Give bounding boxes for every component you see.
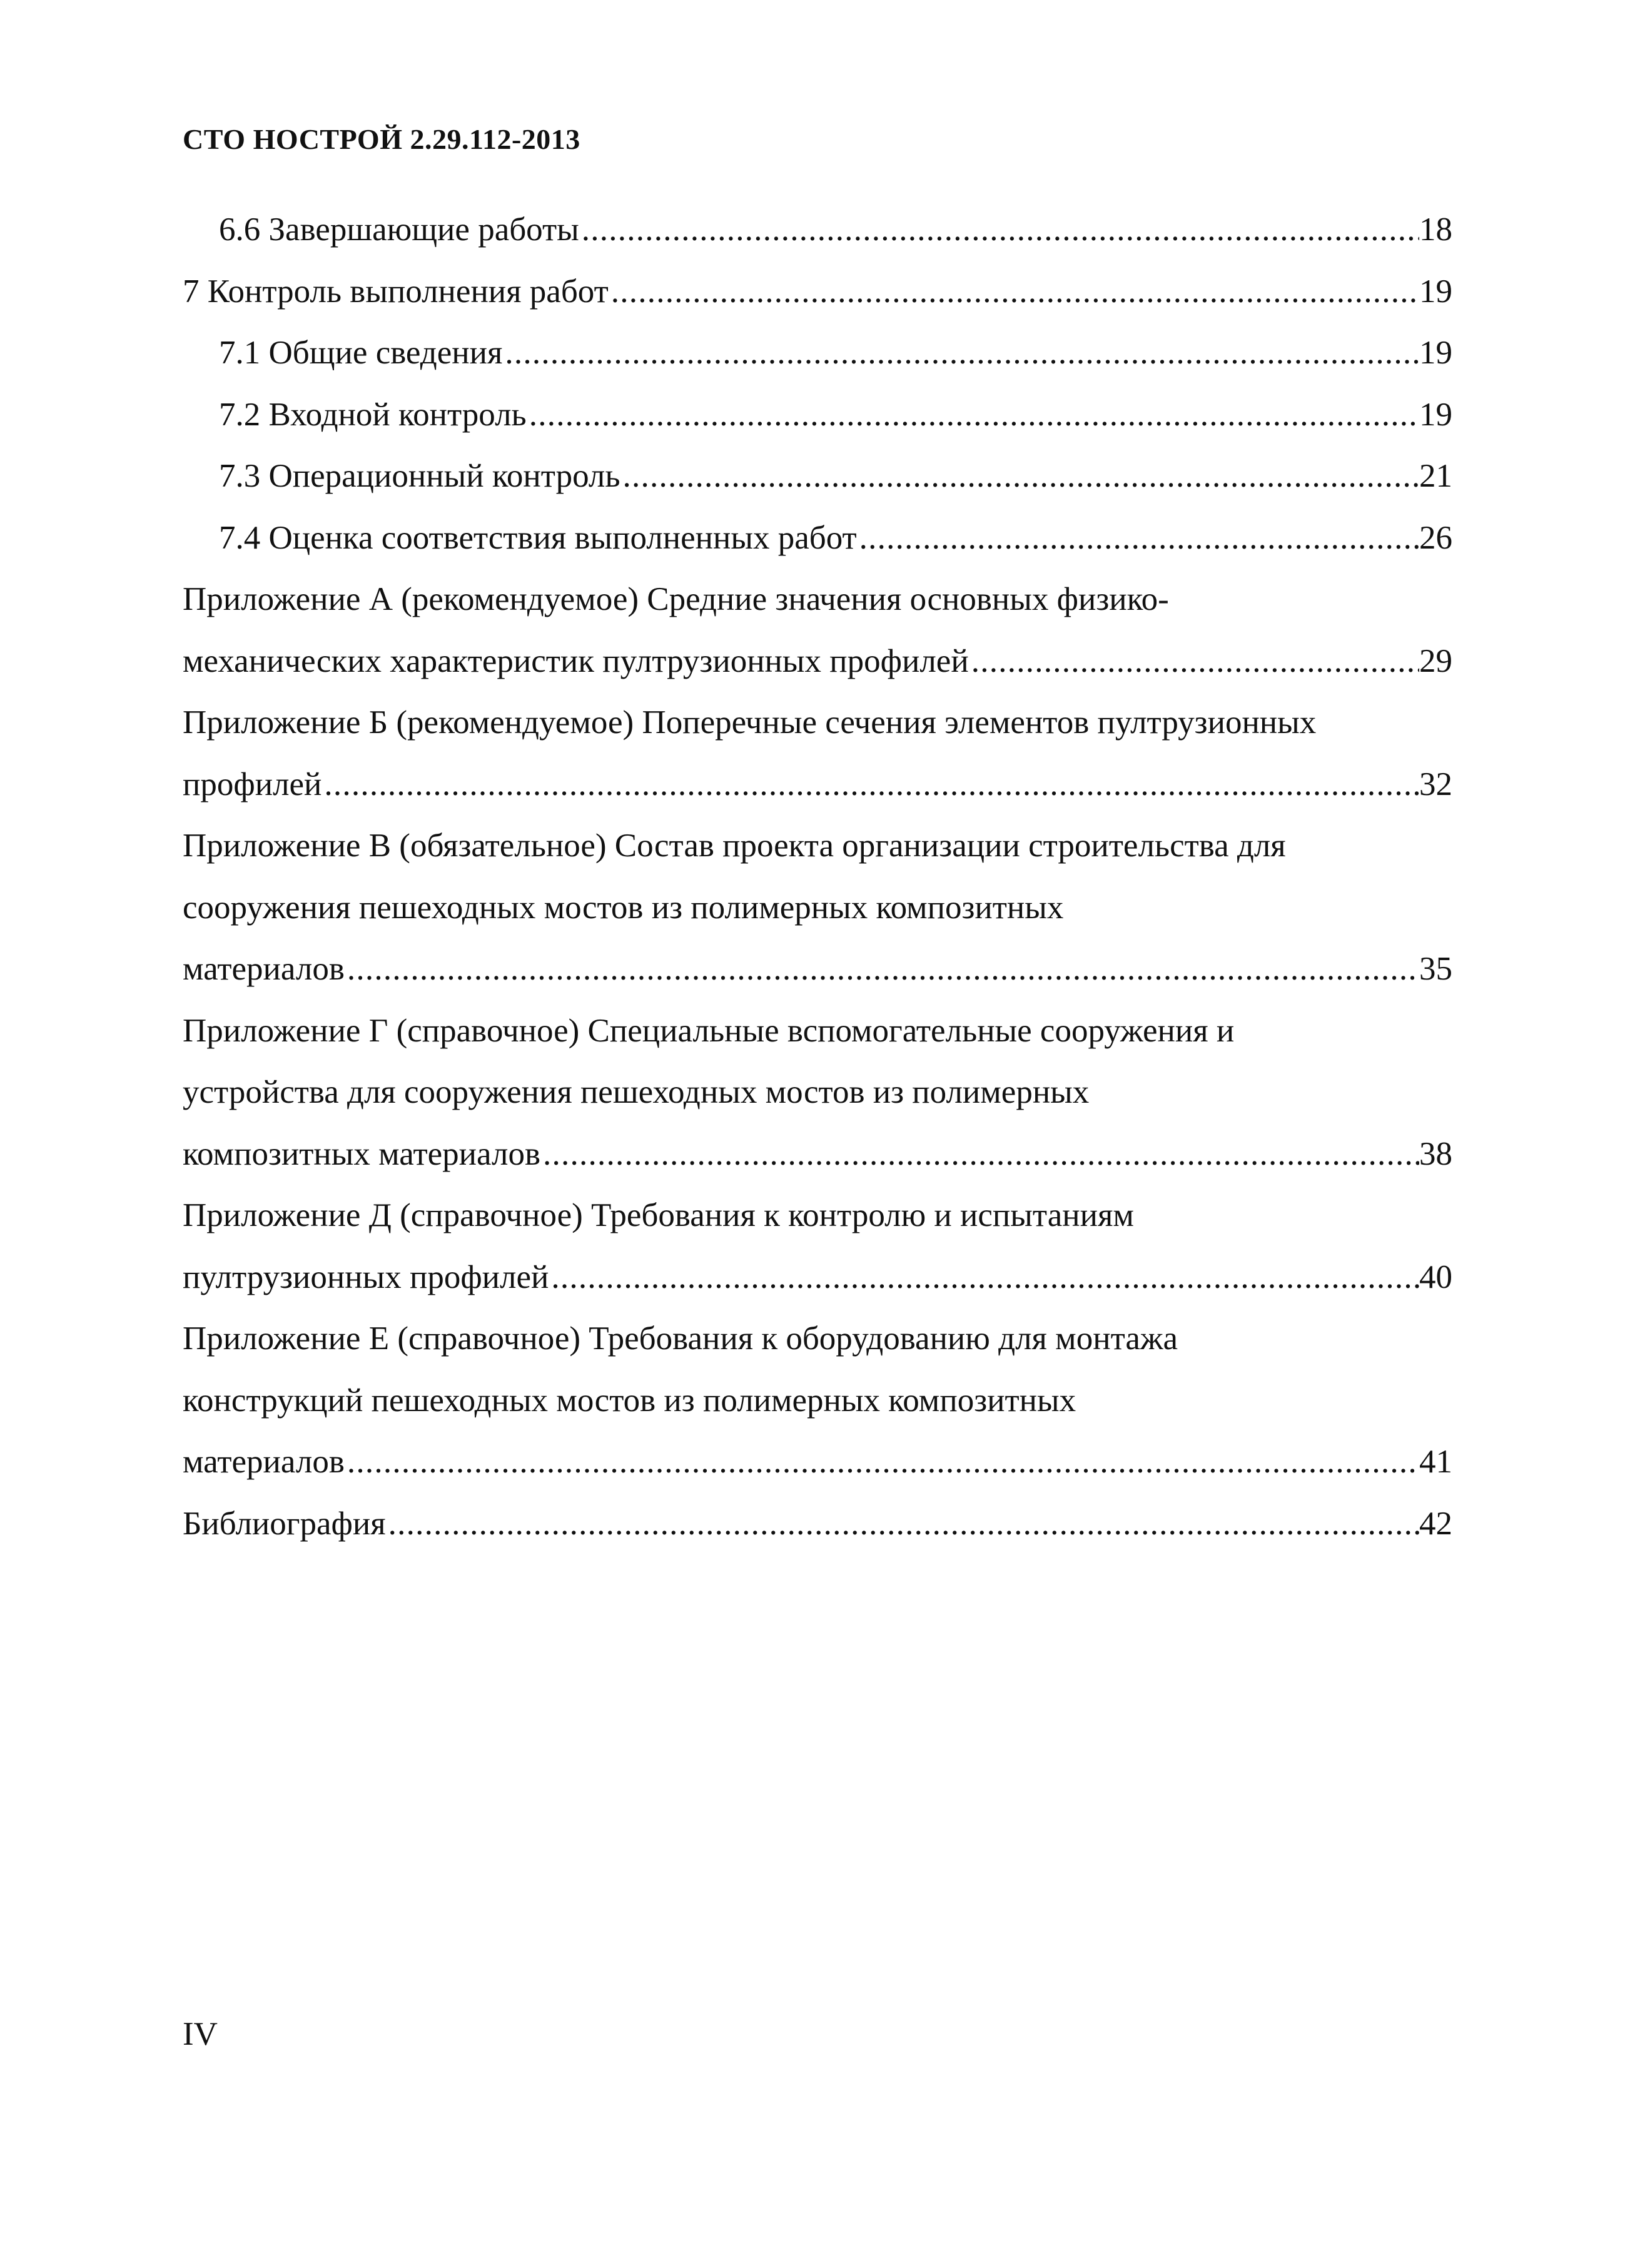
- toc-entry-title-continuation: устройства для сооружения пешеходных мостов из полимерных: [183, 1074, 1090, 1110]
- dot-leader: [549, 1247, 1419, 1309]
- dot-leader: [620, 445, 1419, 507]
- toc-entry[interactable]: [183, 692, 1452, 815]
- toc-entry-title: 7 Контроль выполнения работ: [183, 273, 609, 310]
- dot-leader: [345, 938, 1419, 1000]
- toc-entry[interactable]: [183, 322, 1452, 384]
- toc-entry-title-continuation: конструкций пешеходных мостов из полимерных композитных: [183, 1382, 1076, 1419]
- dot-leader: [857, 507, 1419, 569]
- toc-entry-title-continuation: пултрузионных профилей: [183, 1258, 549, 1295]
- dot-leader: [579, 199, 1419, 261]
- document-header: СТО НОСТРОЙ 2.29.112-2013: [183, 123, 580, 155]
- toc-page-number: 35: [1419, 951, 1452, 987]
- toc-page-number: 42: [1419, 1505, 1452, 1542]
- dot-leader: [502, 322, 1419, 384]
- toc-page-number: 21: [1419, 458, 1452, 494]
- toc-page-number: 32: [1419, 766, 1452, 802]
- toc-entry[interactable]: [183, 1308, 1452, 1493]
- page-number-footer: IV: [183, 2016, 218, 2052]
- dot-leader: [527, 384, 1419, 446]
- toc-entry[interactable]: [183, 1185, 1452, 1308]
- toc-page-number: 29: [1419, 642, 1452, 679]
- toc-entry-title: Приложение Д (справочное) Требования к контролю и испытаниям: [183, 1197, 1134, 1233]
- dot-leader: [540, 1123, 1419, 1185]
- toc-entry[interactable]: [183, 261, 1452, 323]
- toc-page-number: 41: [1419, 1444, 1452, 1480]
- toc-entry-title: Приложение А (рекомендуемое) Средние значения основных физико-: [183, 581, 1169, 617]
- toc-entry-title: Приложение В (обязательное) Состав проекта организации строительства для: [183, 828, 1286, 864]
- toc-page-number: 40: [1419, 1258, 1452, 1295]
- toc-page-number: 19: [1419, 273, 1452, 310]
- toc-entry-title: Приложение Г (справочное) Специальные вспомогательные сооружения и: [183, 1012, 1235, 1049]
- toc-entry-title: 6.6 Завершающие работы: [219, 211, 579, 248]
- toc-entry[interactable]: [183, 445, 1452, 507]
- toc-page-number: 38: [1419, 1135, 1452, 1172]
- toc-entry[interactable]: [183, 1493, 1452, 1555]
- toc-entry-title: 7.4 Оценка соответствия выполненных работ: [219, 519, 857, 556]
- toc-entry[interactable]: [183, 507, 1452, 569]
- toc-entry-title-continuation: профилей: [183, 766, 322, 802]
- toc-entry[interactable]: [183, 569, 1452, 692]
- dot-leader: [345, 1431, 1419, 1493]
- toc-entry[interactable]: [183, 384, 1452, 446]
- toc-entry-title-continuation: композитных материалов: [183, 1135, 540, 1172]
- toc-entry-title: 7.3 Операционный контроль: [219, 458, 620, 494]
- toc-entry-title: 7.2 Входной контроль: [219, 396, 527, 433]
- dot-leader: [386, 1493, 1419, 1555]
- toc-entry[interactable]: [183, 199, 1452, 261]
- dot-leader: [321, 754, 1419, 816]
- toc-entry-title: Библиография: [183, 1505, 386, 1542]
- toc-entry-title: Приложение Е (справочное) Требования к оборудованию для монтажа: [183, 1320, 1178, 1357]
- toc-entry-title: 7.1 Общие сведения: [219, 335, 503, 371]
- toc-entry-title: Приложение Б (рекомендуемое) Поперечные сечения элементов пултрузионных: [183, 704, 1317, 741]
- toc-entry[interactable]: [183, 1000, 1452, 1185]
- dot-leader: [969, 630, 1419, 692]
- table-of-contents: [183, 199, 1452, 1554]
- toc-entry[interactable]: [183, 815, 1452, 1000]
- toc-page-number: 19: [1419, 396, 1452, 433]
- toc-page-number: 18: [1419, 211, 1452, 248]
- toc-entry-title-continuation: материалов: [183, 951, 345, 987]
- dot-leader: [609, 261, 1419, 323]
- toc-entry-title-continuation: механических характеристик пултрузионных профилей: [183, 642, 969, 679]
- toc-page-number: 26: [1419, 519, 1452, 556]
- toc-entry-title-continuation: сооружения пешеходных мостов из полимерных композитных: [183, 889, 1064, 926]
- toc-entry-title-continuation: материалов: [183, 1444, 345, 1480]
- toc-page-number: 19: [1419, 335, 1452, 371]
